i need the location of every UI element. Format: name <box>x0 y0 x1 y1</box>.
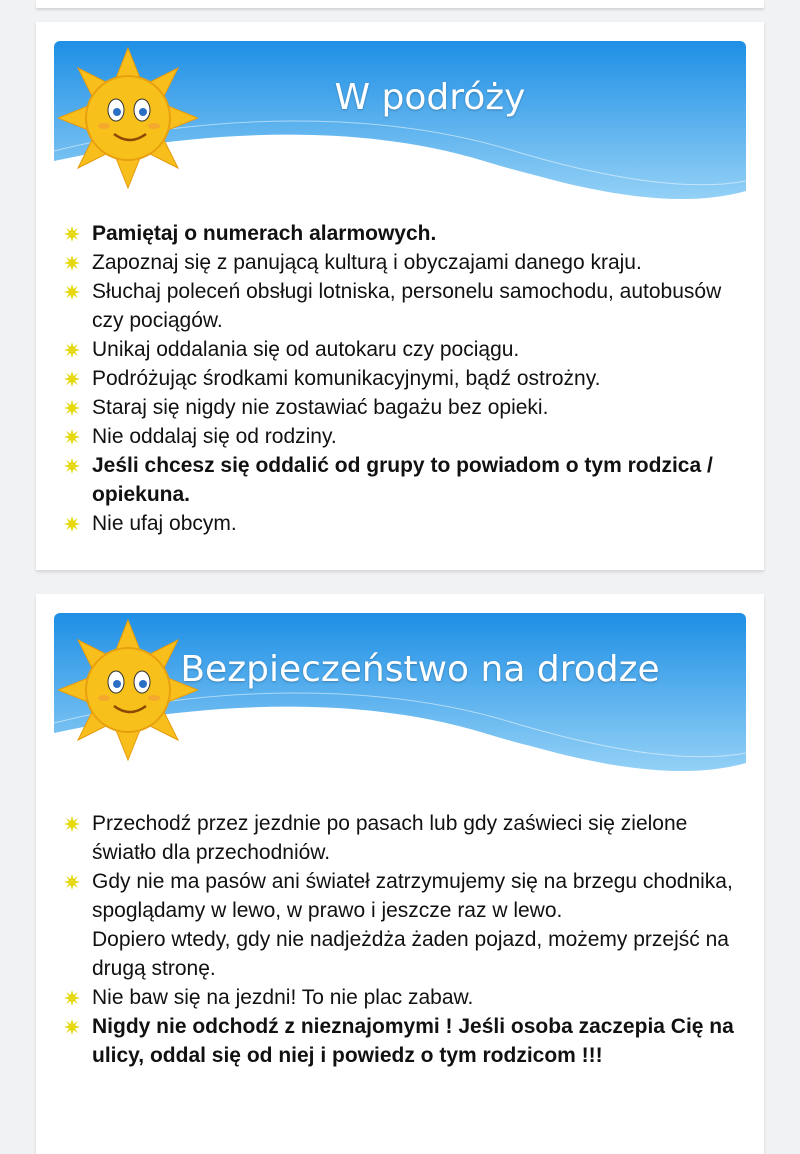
list-item: Nie ufaj obcym. <box>64 509 744 538</box>
list-item: Nigdy nie odchodź z nieznajomymi ! Jeśli osoba zaczepia Cię na ulicy, oddal się od niej i powiedz o tym rodzicom !!! <box>64 1012 744 1070</box>
list-item: Nie oddalaj się od rodziny. <box>64 422 744 451</box>
list-item: Staraj się nigdy nie zostawiać bagażu bez opieki. <box>64 393 744 422</box>
bullet-list <box>64 219 744 538</box>
starburst-bullet-icon <box>64 1019 80 1035</box>
slide-banner <box>54 613 746 799</box>
starburst-bullet-icon <box>64 458 80 474</box>
starburst-bullet-icon <box>64 990 80 1006</box>
slide-w-podrozy <box>36 22 764 570</box>
sun-mascot-icon <box>58 615 198 765</box>
list-item: Słuchaj poleceń obsługi lotniska, personelu samochodu, autobusów czy pociągów. <box>64 277 744 335</box>
list-item: Zapoznaj się z panującą kulturą i obyczajami danego kraju. <box>64 248 744 277</box>
starburst-bullet-icon <box>64 516 80 532</box>
starburst-bullet-icon <box>64 816 80 832</box>
list-item: Jeśli chcesz się oddalić od grupy to powiadom o tym rodzica / opiekuna. <box>64 451 744 509</box>
starburst-bullet-icon <box>64 284 80 300</box>
list-item: Przechodź przez jezdnie po pasach lub gdy zaświeci się zielone światło dla przechodniów. <box>64 809 744 867</box>
list-item-continuation: Dopiero wtedy, gdy nie nadjeżdża żaden pojazd, możemy przejść na drugą stronę. <box>92 928 729 980</box>
starburst-bullet-icon <box>64 874 80 890</box>
list-item: Nie baw się na jezdni! To nie plac zabaw. <box>64 983 744 1012</box>
slide-title: W podróży <box>334 77 526 118</box>
slide-title: Bezpieczeństwo na drodze <box>180 649 660 690</box>
list-item: Gdy nie ma pasów ani świateł zatrzymujemy się na brzegu chodnika, spoglądamy w lewo, w prawo i jeszcze raz w lewo. <box>64 867 744 925</box>
list-item: Pamiętaj o numerach alarmowych. <box>64 219 744 248</box>
previous-slide-edge <box>36 0 764 8</box>
slide-bezpieczenstwo-na-drodze <box>36 594 764 1154</box>
starburst-bullet-icon <box>64 342 80 358</box>
list-item: Podróżując środkami komunikacyjnymi, bądź ostrożny. <box>64 364 744 393</box>
starburst-bullet-icon <box>64 400 80 416</box>
slide-banner <box>54 41 746 227</box>
starburst-bullet-icon <box>64 226 80 242</box>
list-item: Unikaj oddalania się od autokaru czy pociągu. <box>64 335 744 364</box>
sun-mascot-icon <box>58 43 198 193</box>
starburst-bullet-icon <box>64 429 80 445</box>
bullet-list <box>64 809 744 1070</box>
starburst-bullet-icon <box>64 255 80 271</box>
starburst-bullet-icon <box>64 371 80 387</box>
